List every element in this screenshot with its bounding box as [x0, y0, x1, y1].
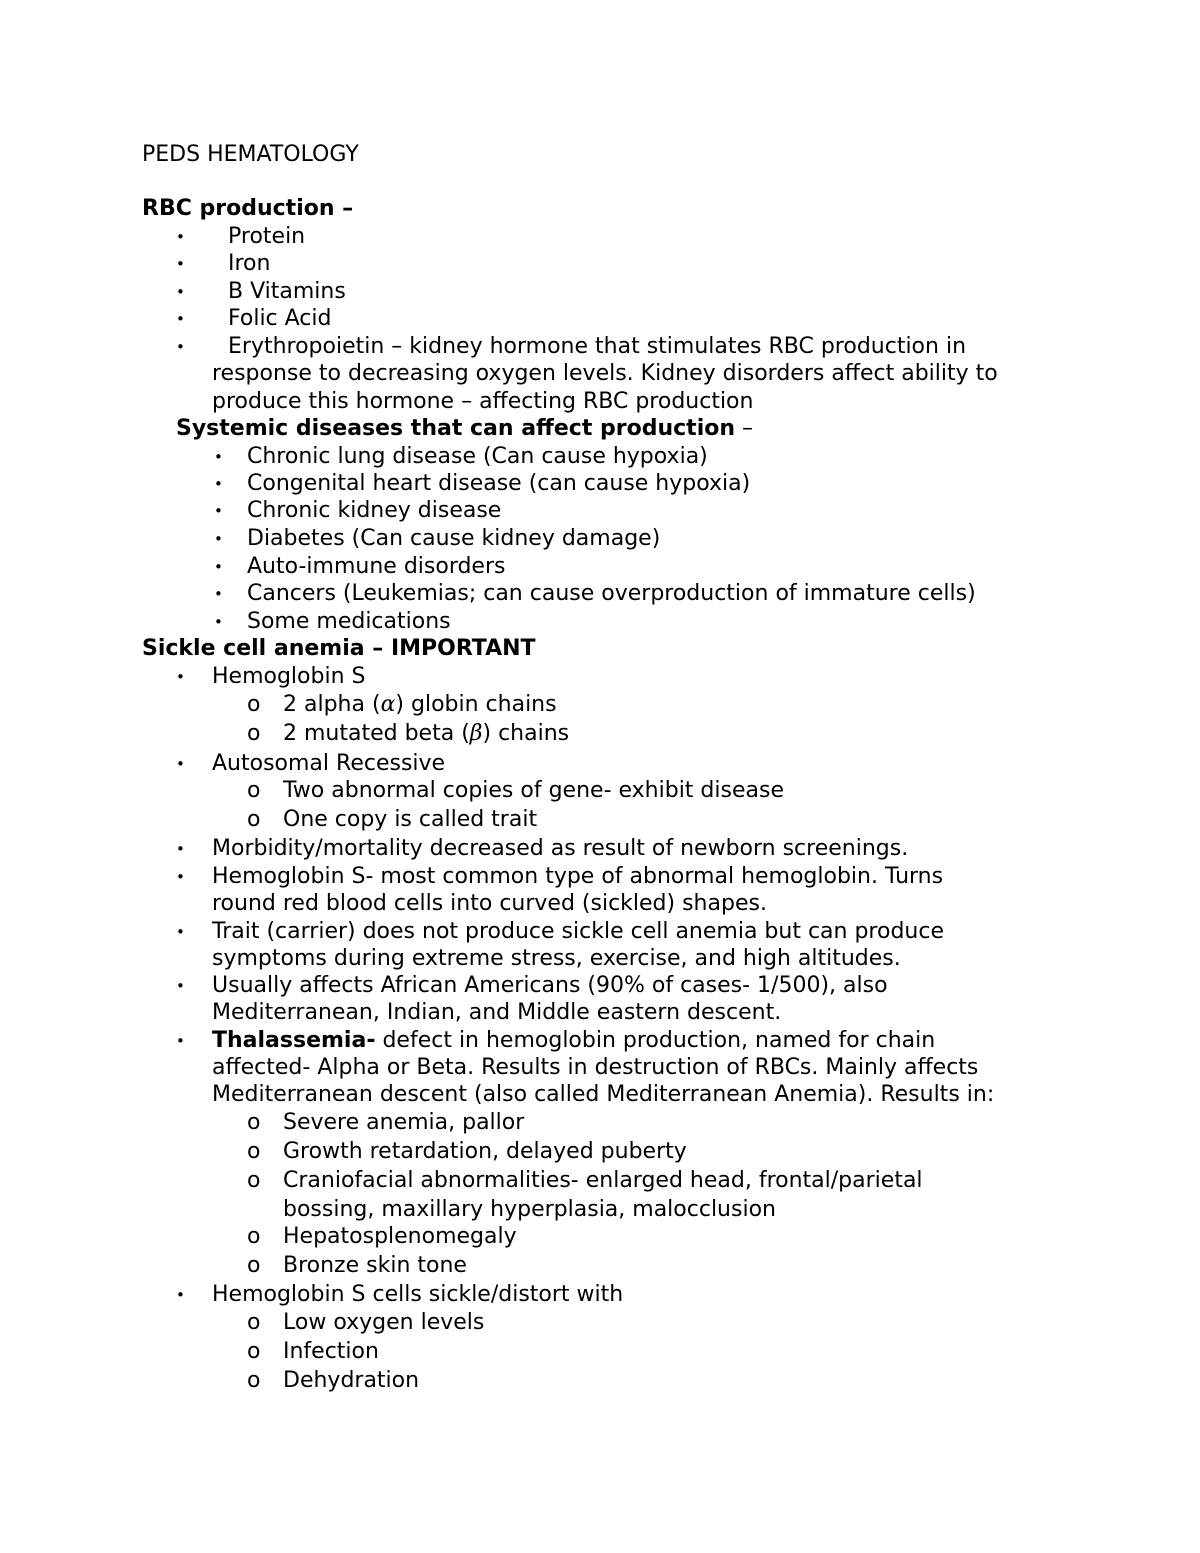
- sub-list-item: Hepatosplenomegaly: [283, 1224, 517, 1249]
- beta-symbol: β: [469, 721, 483, 746]
- alpha-text-tail: ) globin chains: [395, 692, 557, 717]
- thalassemia-term: Thalassemia-: [212, 1028, 376, 1053]
- circle-bullet-icon: o: [247, 778, 261, 803]
- sub-list-item: [283, 691, 557, 719]
- circle-bullet-icon: o: [247, 1310, 261, 1335]
- sub-list-item: Severe anemia, pallor: [283, 1110, 525, 1135]
- bullet-icon: •: [176, 338, 185, 356]
- list-item: Hemoglobin S- most common type of abnormal hemoglobin. Turns: [212, 864, 944, 889]
- circle-bullet-icon: o: [247, 721, 261, 746]
- bullet-icon: •: [176, 283, 185, 301]
- bullet-icon: •: [214, 558, 223, 576]
- bullet-icon: •: [176, 1032, 185, 1050]
- sub-list-item: Low oxygen levels: [283, 1310, 485, 1335]
- list-item-continuation: symptoms during extreme stress, exercise, and high altitudes.: [212, 946, 901, 971]
- list-item: Congenital heart disease (can cause hypoxia): [247, 471, 751, 496]
- circle-bullet-icon: o: [247, 807, 261, 832]
- circle-bullet-icon: o: [247, 1110, 261, 1135]
- circle-bullet-icon: o: [247, 1168, 261, 1193]
- alpha-text: 2 alpha (: [283, 692, 381, 717]
- beta-text: 2 mutated beta (: [283, 721, 470, 746]
- bullet-icon: •: [176, 840, 185, 858]
- document-title: PEDS HEMATOLOGY: [142, 142, 359, 167]
- circle-bullet-icon: o: [247, 1139, 261, 1164]
- sub-list-item: Growth retardation, delayed puberty: [283, 1139, 687, 1164]
- list-item-continuation: affected- Alpha or Beta. Results in destruction of RBCs. Mainly affects: [212, 1055, 979, 1080]
- bullet-icon: •: [214, 475, 223, 493]
- sub-list-item: One copy is called trait: [283, 807, 538, 832]
- list-item: Autosomal Recessive: [212, 751, 446, 776]
- list-item: Chronic lung disease (Can cause hypoxia): [247, 444, 708, 469]
- bullet-icon: •: [176, 923, 185, 941]
- systemic-heading-text: Systemic diseases that can affect production: [176, 416, 736, 441]
- list-item: Chronic kidney disease: [247, 498, 502, 523]
- sub-list-item: Two abnormal copies of gene- exhibit disease: [283, 778, 784, 803]
- list-item: Trait (carrier) does not produce sickle cell anemia but can produce: [212, 919, 944, 944]
- sub-list-item: Craniofacial abnormalities- enlarged head, frontal/parietal: [283, 1168, 923, 1193]
- bullet-icon: •: [214, 585, 223, 603]
- bullet-icon: •: [176, 1286, 185, 1304]
- bullet-icon: •: [176, 977, 185, 995]
- bullet-icon: •: [176, 755, 185, 773]
- thalassemia-definition: defect in hemoglobin production, named for chain: [375, 1028, 936, 1053]
- list-item-continuation: Mediterranean, Indian, and Middle eastern descent.: [212, 1000, 782, 1025]
- list-item: Iron: [228, 251, 271, 276]
- circle-bullet-icon: o: [247, 1224, 261, 1249]
- list-item: Diabetes (Can cause kidney damage): [247, 526, 661, 551]
- list-item: [212, 1027, 935, 1055]
- circle-bullet-icon: o: [247, 1339, 261, 1364]
- bullet-icon: •: [176, 868, 185, 886]
- bullet-icon: •: [214, 530, 223, 548]
- list-item-continuation: round red blood cells into curved (sickled) shapes.: [212, 891, 767, 916]
- list-item-continuation: produce this hormone – affecting RBC production: [212, 389, 754, 414]
- list-item: Protein: [228, 224, 306, 249]
- list-item: Morbidity/mortality decreased as result of newborn screenings.: [212, 836, 909, 861]
- sub-list-item-continuation: bossing, maxillary hyperplasia, malocclusion: [283, 1197, 776, 1222]
- circle-bullet-icon: o: [247, 692, 261, 717]
- bullet-icon: •: [176, 310, 185, 328]
- list-item: Usually affects African Americans (90% of cases- 1/500), also: [212, 973, 888, 998]
- list-item-continuation: response to decreasing oxygen levels. Kidney disorders affect ability to: [212, 361, 998, 386]
- beta-text-tail: ) chains: [482, 721, 570, 746]
- sub-list-item: Dehydration: [283, 1368, 420, 1393]
- bullet-icon: •: [214, 502, 223, 520]
- list-item: Erythropoietin – kidney hormone that stimulates RBC production in: [228, 334, 967, 359]
- sub-list-item: Infection: [283, 1339, 379, 1364]
- bullet-icon: •: [176, 668, 185, 686]
- bullet-icon: •: [176, 255, 185, 273]
- list-item: Cancers (Leukemias; can cause overproduction of immature cells): [247, 581, 976, 606]
- bullet-icon: •: [176, 228, 185, 246]
- bullet-icon: •: [214, 448, 223, 466]
- systemic-heading-dash: –: [735, 416, 754, 441]
- sub-list-item: Bronze skin tone: [283, 1253, 467, 1278]
- sickle-heading: Sickle cell anemia – IMPORTANT: [142, 636, 536, 661]
- list-item: B Vitamins: [228, 279, 346, 304]
- list-item: Some medications: [247, 609, 451, 634]
- list-item: Hemoglobin S: [212, 664, 366, 689]
- rbc-heading: RBC production –: [142, 196, 354, 221]
- list-item: Hemoglobin S cells sickle/distort with: [212, 1282, 624, 1307]
- bullet-icon: •: [214, 613, 223, 631]
- list-item: Folic Acid: [228, 306, 332, 331]
- systemic-heading: [176, 415, 753, 443]
- list-item: Auto-immune disorders: [247, 554, 506, 579]
- sub-list-item: [283, 720, 569, 748]
- circle-bullet-icon: o: [247, 1253, 261, 1278]
- alpha-symbol: α: [380, 692, 396, 717]
- circle-bullet-icon: o: [247, 1368, 261, 1393]
- list-item-continuation: Mediterranean descent (also called Mediterranean Anemia). Results in:: [212, 1082, 995, 1107]
